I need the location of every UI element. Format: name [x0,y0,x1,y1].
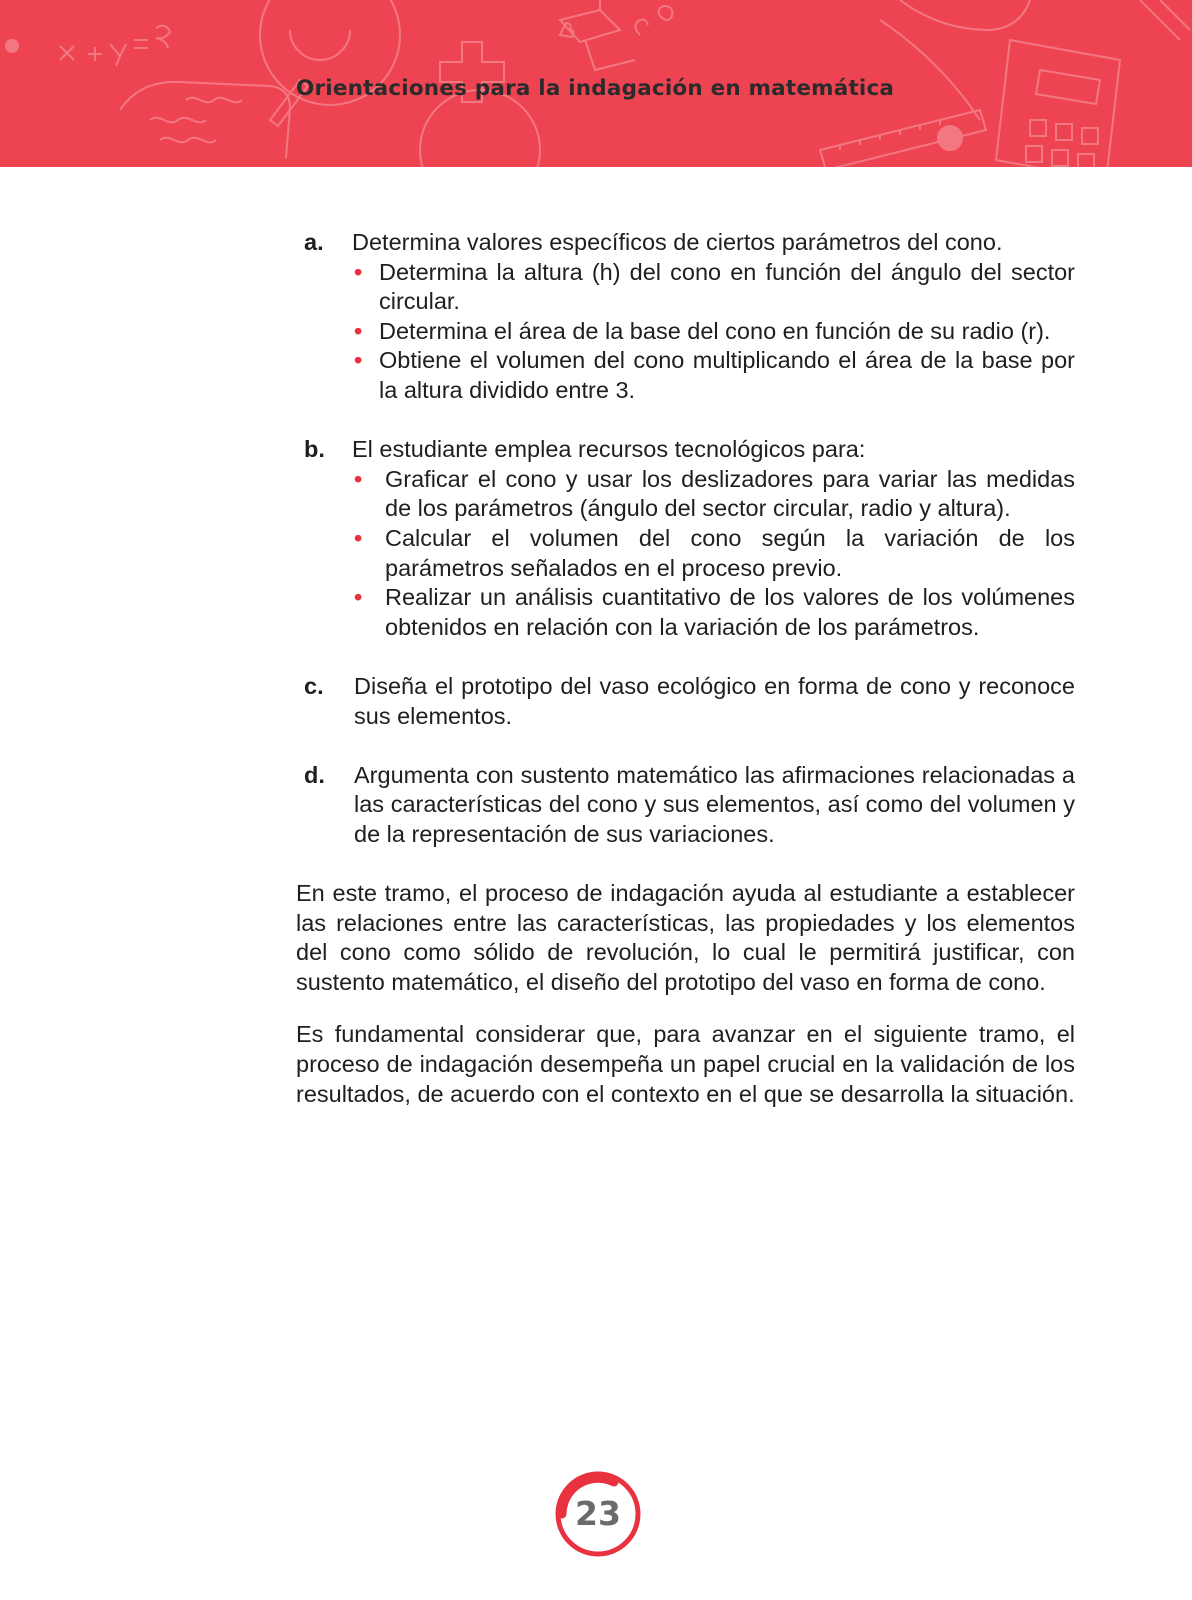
list-item-a [296,228,1075,406]
bullet-icon: • [354,584,363,611]
item-marker: c. [304,672,324,699]
item-marker: b. [304,436,325,463]
body-paragraph: En este tramo, el proceso de indagación ayuda al estudiante a establecer las relaciones entre las características, las propiedades y los elementos del cono como sólido de revolución, lo cual le permitirá justificar, con sustento matemático, el diseño del prototipo del vaso en forma de cono. [296,880,1075,995]
bullet-text: Determina la altura (h) del cono en función del ángulo del sector circular. [379,258,1075,315]
sub-list [352,258,1075,406]
sub-list-item [352,583,1075,642]
sub-list-item [352,346,1075,405]
header-title: Orientaciones para la indagación en matemática [296,76,895,101]
sub-list-item [352,317,1075,347]
bullet-text: Calcular el volumen del cono según la variación de los parámetros señalados en el proceso previo. [385,524,1075,581]
sub-list-item [352,258,1075,317]
sub-list [352,465,1075,643]
bullet-text: Determina el área de la base del cono en función de su radio (r). [379,317,1051,344]
item-marker: a. [304,229,324,255]
page-header [0,0,1192,167]
bullet-text: Obtiene el volumen del cono multiplicando el área de la base por la altura dividido entre 3. [379,347,1075,403]
sub-list-item [352,465,1075,524]
item-text: Diseña el prototipo del vaso ecológico en forma de cono y reconoce sus elementos. [354,672,1075,729]
bullet-text: Graficar el cono y usar los deslizadores para variar las medidas de los parámetros (ángulo del sector circular, radio y altura). [385,465,1075,522]
bullet-icon: • [354,347,363,374]
bullet-icon: • [354,524,363,551]
item-text: Argumenta con sustento matemático las afirmaciones relacionadas a las características del cono y sus elementos, así como del volumen y de la representación de sus variaciones. [354,761,1075,847]
bullet-icon: • [354,317,363,344]
bullet-icon: • [354,258,363,285]
item-marker: d. [304,761,325,788]
main-content [296,228,1075,1132]
list-item-d [296,761,1075,850]
item-text: Determina valores específicos de ciertos parámetros del cono. [352,229,1003,255]
body-paragraph: Es fundamental considerar que, para avanzar en el siguiente tramo, el proceso de indagación desempeña un papel crucial en la validación de los resultados, de acuerdo con el contexto en el que se desarrolla la situación. [296,1021,1075,1107]
bullet-text: Realizar un análisis cuantitativo de los valores de los volúmenes obtenidos en relación con la variación de los parámetros. [385,584,1075,640]
bullet-icon: • [354,465,363,492]
list-item-b [296,435,1075,642]
page-number: 23 [575,1494,621,1533]
item-text: El estudiante emplea recursos tecnológicos para: [352,436,866,463]
list-item-c [296,672,1075,731]
sub-list-item [352,524,1075,583]
